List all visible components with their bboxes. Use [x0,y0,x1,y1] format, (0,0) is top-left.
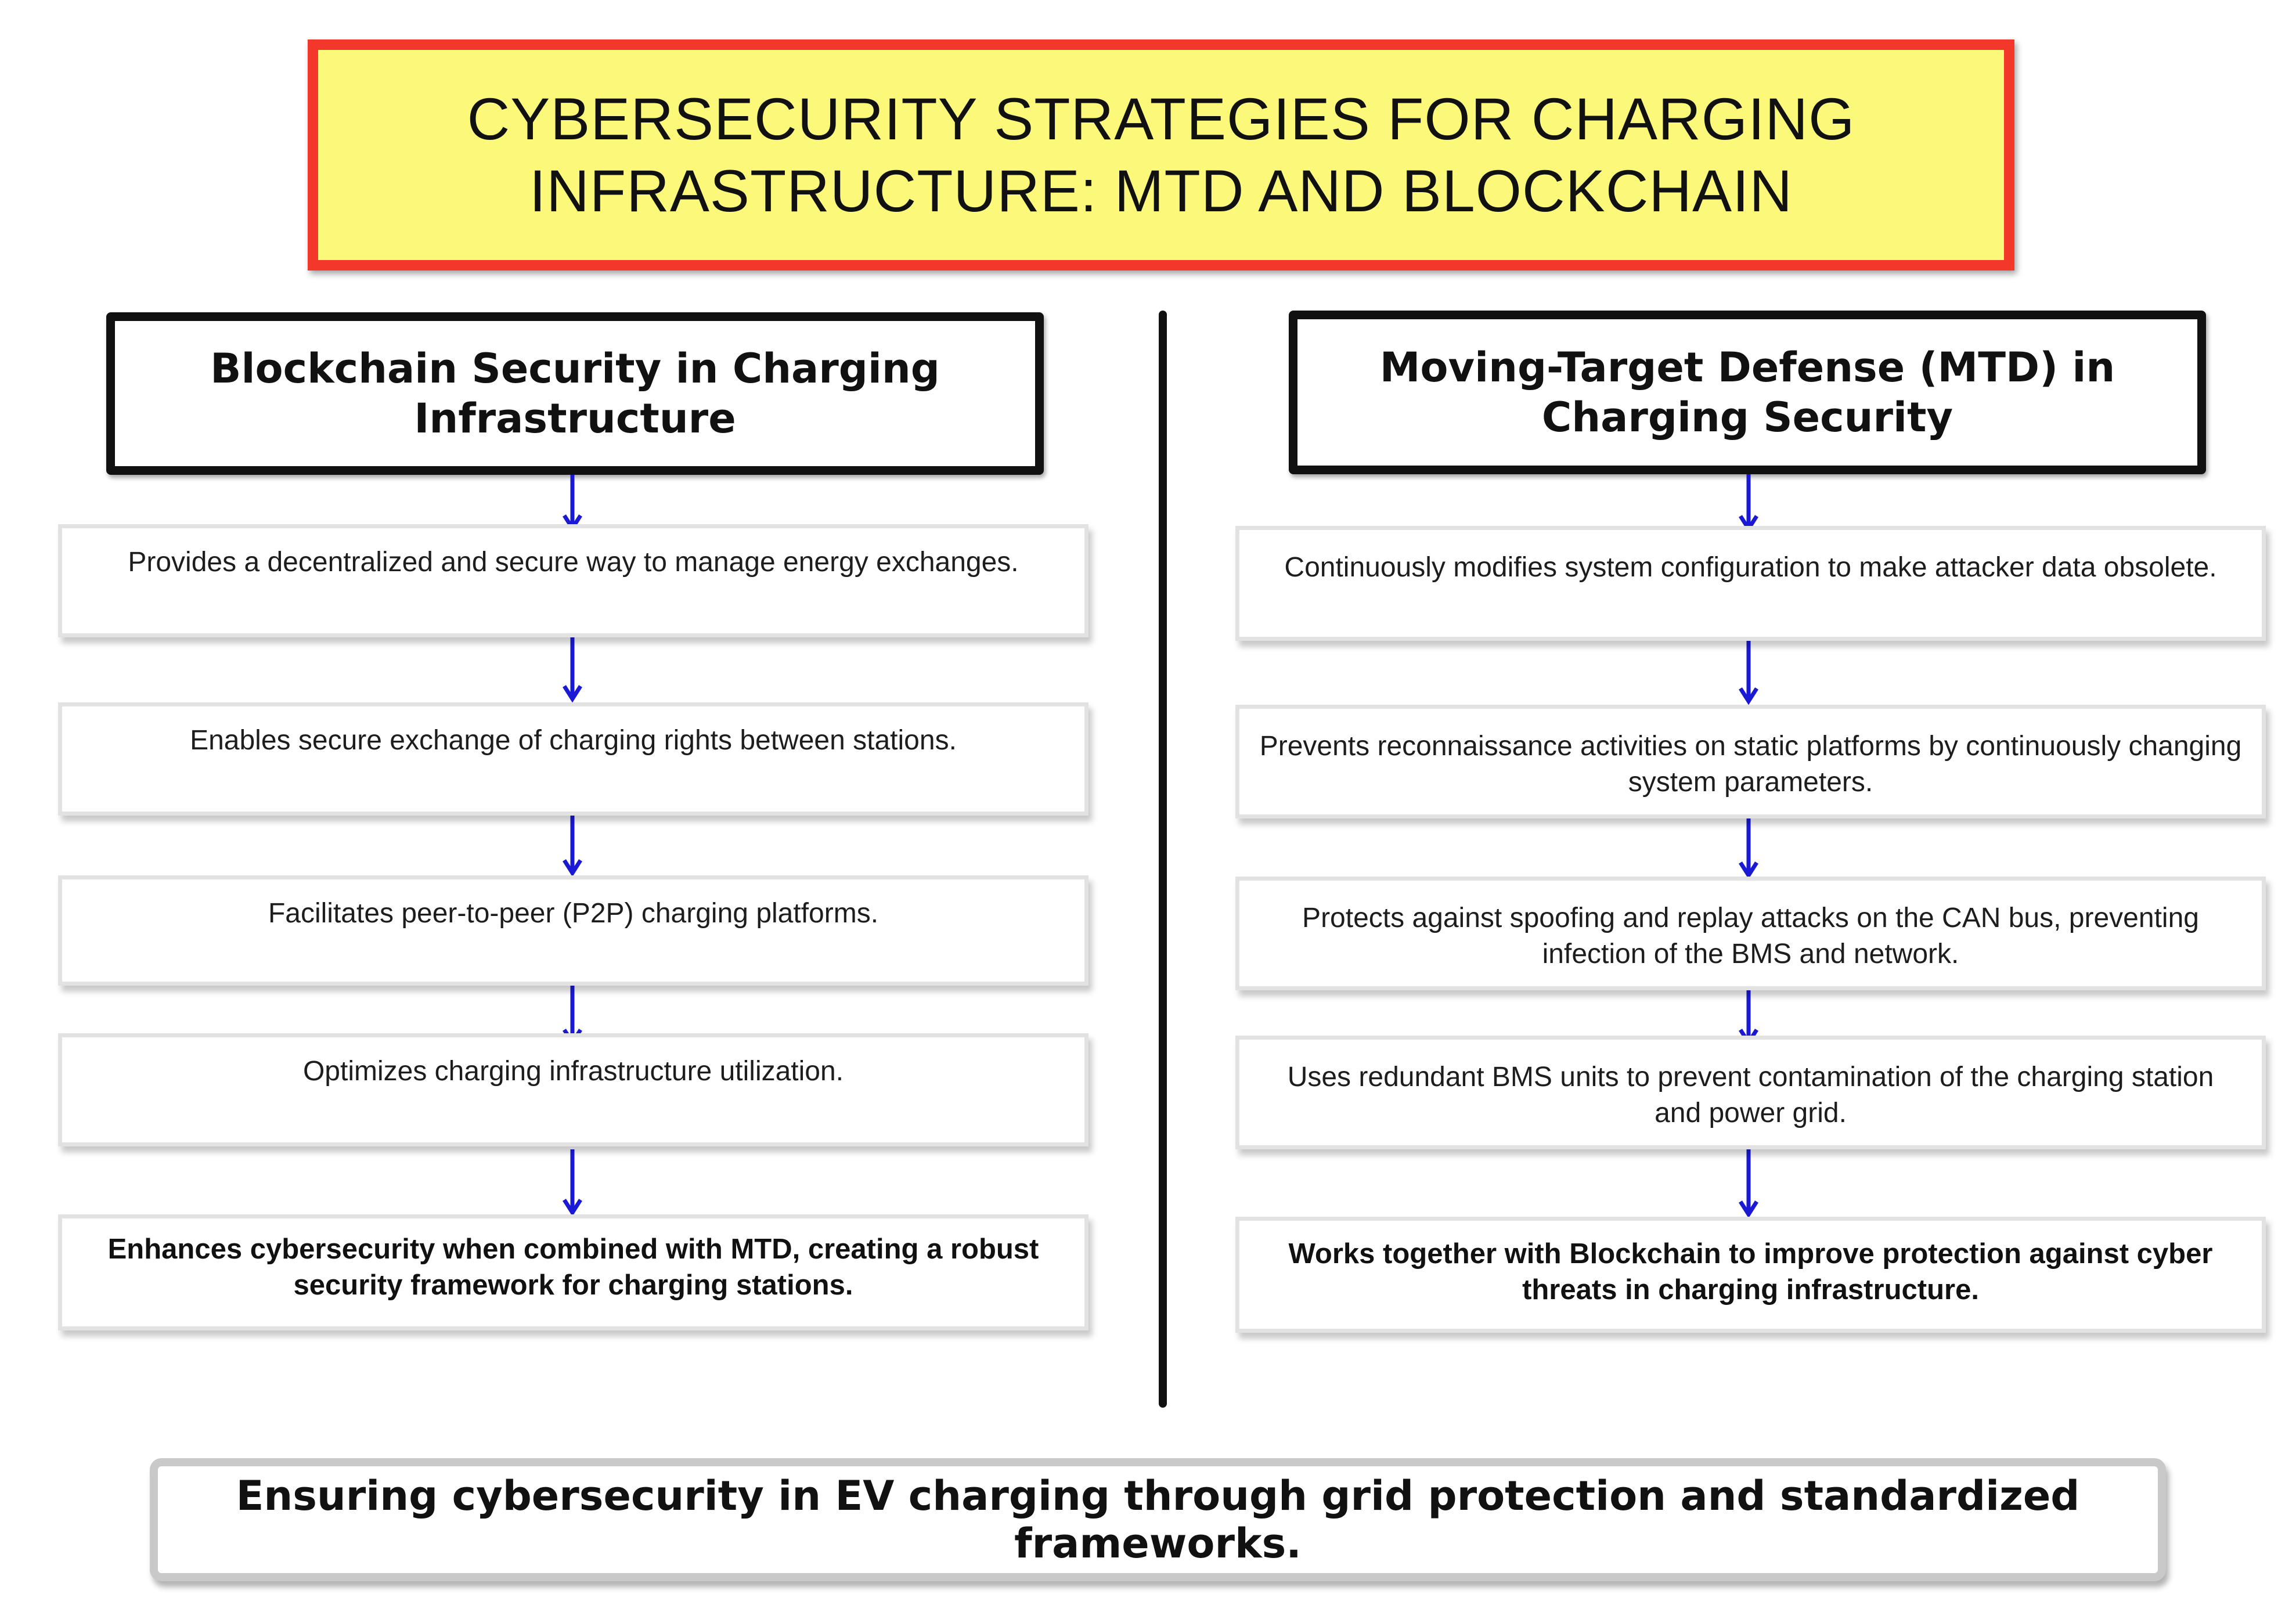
step-text: Provides a decentralized and secure way to manage energy exchanges. [128,547,1019,578]
step-text: Continuously modifies system configuration to make attacker data obsolete. [1284,552,2217,583]
step-text: Uses redundant BMS units to prevent contamination of the charging station and power grid. [1287,1062,2214,1128]
conclusion-text: Ensuring cybersecurity in EV charging through grid protection and standardized frameworks. [236,1472,2080,1567]
step-text: Enables secure exchange of charging rights between stations. [190,725,957,756]
mtd-step-4 [1235,1036,2266,1149]
arrow-down-icon [561,475,584,532]
arrow-down-icon [1737,640,1760,705]
diagram-title [435,83,1887,227]
conclusion-box [150,1458,2166,1581]
mtd-step-5 [1235,1217,2266,1333]
title-banner [308,39,2014,271]
step-text: Enhances cybersecurity when combined with MTD, creating a robust security framework for charging stations. [107,1234,1039,1301]
mtd-header-box [1289,311,2206,474]
title-line-1: CYBERSECURITY STRATEGIES FOR CHARGING [467,86,1855,152]
blockchain-step-1 [58,524,1088,637]
title-line-2: INFRASTRUCTURE: MTD AND BLOCKCHAIN [529,158,1793,224]
column-divider [1159,311,1167,1408]
arrow-down-icon [561,812,584,877]
blockchain-step-4 [58,1033,1088,1146]
step-text: Facilitates peer-to-peer (P2P) charging platforms. [268,898,879,929]
blockchain-step-3 [58,875,1088,986]
step-text: Protects against spoofing and replay attacks on the CAN bus, preventing infection of the BMS and network. [1302,903,2199,969]
mtd-header-text: Moving-Target Defense (MTD) in Charging Security [1379,344,2115,441]
blockchain-header-text: Blockchain Security in Charging Infrastructure [210,345,940,442]
step-text: Prevents reconnaissance activities on static platforms by continuously changing system parameters. [1259,731,2242,798]
arrow-down-icon [1737,814,1760,879]
arrow-down-icon [1737,1149,1760,1218]
step-text: Optimizes charging infrastructure utilization. [302,1056,844,1087]
arrow-down-icon [1737,474,1760,532]
arrow-down-icon [561,637,584,702]
blockchain-step-2 [58,702,1088,816]
step-text: Works together with Blockchain to improve protection against cyber threats in charging infrastructure. [1288,1238,2213,1306]
mtd-step-1 [1235,526,2266,641]
mtd-step-2 [1235,705,2266,818]
arrow-down-icon [561,1149,584,1216]
blockchain-header-box [106,312,1044,475]
mtd-step-3 [1235,877,2266,990]
blockchain-step-5 [58,1214,1088,1330]
